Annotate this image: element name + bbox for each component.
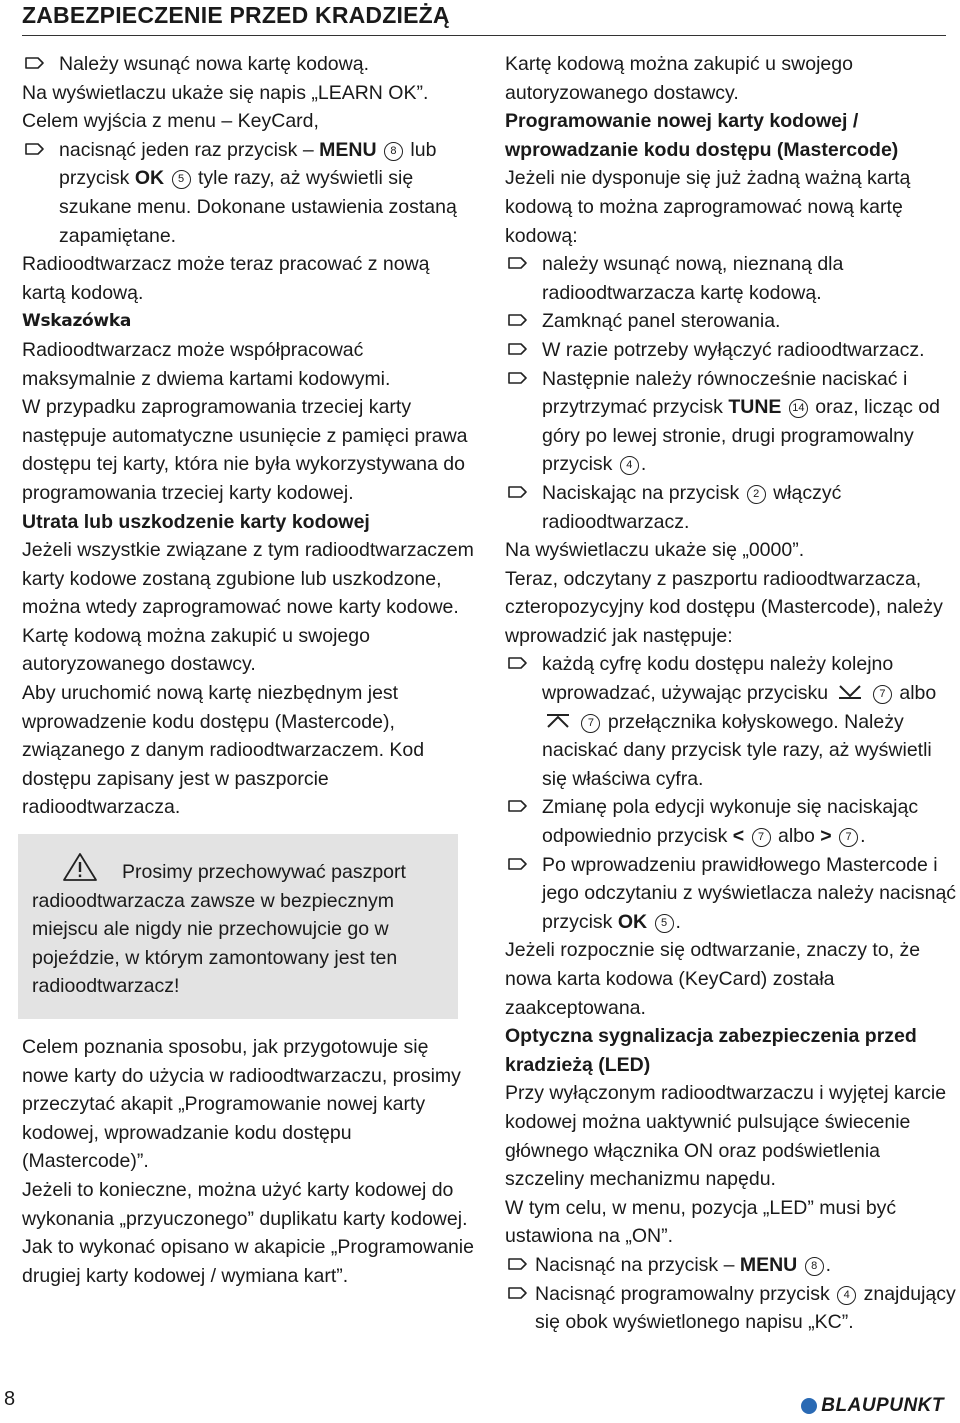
- bullet-item: Naciskając na przycisk 2 włączyć radioodtwarzacz.: [505, 479, 957, 536]
- bullet-item: każdą cyfrę kodu dostępu należy kolejno wprowadzać, używając przycisku 7 albo 7 przełącznika kołyskowego. Należy naciskać dany przycisk tyle razy, aż wyświetli się właściwa cyfra.: [505, 650, 957, 793]
- bullet-item: Nacisnąć programowalny przycisk 4 znajdujący się obok wyświetlonego napisu „KC”.: [505, 1280, 957, 1337]
- paragraph: Teraz, odczytany z paszportu radioodtwarzacza, czteropozycyjny kod dostępu (Mastercode), należy wprowadzić jak następuje:: [505, 567, 943, 647]
- bullet-item: nacisnąć jeden raz przycisk – MENU 8 lub przycisk OK 5 tyle razy, aż wyświetli się szukane menu. Dokonane ustawienia zostaną zapamiętane.: [22, 136, 477, 250]
- key-number-badge: 7: [839, 828, 858, 847]
- arrow-icon: [24, 139, 48, 159]
- key-number-badge: 7: [581, 714, 600, 733]
- paragraph: Kartę kodową można zakupić u swojego autoryzowanego dostawcy.: [505, 53, 853, 104]
- paragraph: Przy wyłączonym radioodtwarzaczu i wyjętej karcie kodowej można uaktywnić pulsujące świecenie głównego włącznika ON oraz podświetlenia szczeliny mechanizmu napędu.: [505, 1082, 947, 1191]
- key-number-badge: 4: [620, 456, 639, 475]
- key-number-badge: 8: [805, 1257, 824, 1276]
- menu-key-label: MENU: [319, 138, 377, 161]
- arrow-icon: [507, 796, 531, 816]
- key-number-badge: 7: [873, 685, 892, 704]
- paragraph: Jeżeli nie dysponuje się już żadną ważną kartą kodową to można zaprogramować nową kartę kodową:: [505, 167, 911, 247]
- rocker-down-icon: [836, 684, 864, 700]
- arrow-icon: [507, 1254, 531, 1274]
- bullet-item: należy wsunąć nową, nieznaną dla radioodtwarzacza kartę kodową.: [505, 250, 957, 307]
- key-number-badge: 5: [655, 914, 674, 933]
- bullet-item: Zamknąć panel sterowania.: [505, 307, 957, 336]
- paragraph: Jeżeli rozpocznie się odtwarzanie, znaczy to, że nowa karta kodowa (KeyCard) została zaakceptowana.: [505, 939, 921, 1019]
- key-number-badge: 2: [747, 485, 766, 504]
- arrow-icon: [507, 653, 531, 673]
- paragraph: Radioodtwarzacz może teraz pracować z nową kartą kodową.: [22, 253, 430, 304]
- key-number-badge: 14: [789, 399, 808, 418]
- arrow-icon: [507, 854, 531, 874]
- warning-icon: [62, 852, 98, 882]
- paragraph: W tym celu, w menu, pozycja „LED” musi być ustawiona na „ON”.: [505, 1196, 897, 1248]
- bullet-item: Należy wsunąć nowa kartę kodową.: [22, 50, 477, 79]
- paragraph: W przypadku zaprogramowania trzeciej karty następuje automatyczne usunięcie z pamięci prawa dostępu tej karty, która nie była wykorzystywana do programowania trzeciej karty kodowej.: [22, 396, 468, 504]
- key-number-badge: 8: [384, 142, 403, 161]
- section-heading: Wskazówka: [22, 311, 132, 332]
- page-number: 8: [4, 1388, 16, 1410]
- brand-logo: BLAUPUNKT: [801, 1395, 944, 1417]
- right-key-label: >: [820, 825, 832, 848]
- paragraph: Celem poznania sposobu, jak przygotowuje się nowe karty do użycia w radioodtwarzaczu, prosimy przeczytać akapit „Programowanie nowej karty kodowej, wprowadzanie kodu dostępu (Mastercode)”.: [22, 1036, 461, 1173]
- bullet-item: W razie potrzeby wyłączyć radioodtwarzacz.: [505, 336, 957, 365]
- tune-key-label: TUNE: [728, 396, 782, 419]
- ok-key-label: OK: [617, 910, 648, 933]
- arrow-icon: [507, 482, 531, 502]
- paragraph: Na wyświetlaczu ukaże się „0000”.: [505, 539, 805, 562]
- ok-key-label: OK: [134, 167, 165, 190]
- arrow-icon: [24, 53, 48, 73]
- paragraph: Celem wyjścia z menu – KeyCard,: [22, 110, 319, 133]
- title-rule: [22, 35, 946, 36]
- paragraph: Kartę kodową można zakupić u swojego autoryzowanego dostawcy.: [22, 624, 370, 676]
- paragraph: Na wyświetlaczu ukaże się napis „LEARN OK”.: [22, 81, 429, 104]
- brand-dot-icon: [801, 1398, 817, 1414]
- right-column: [505, 50, 957, 1337]
- paragraph: Aby uruchomić nową kartę niezbędnym jest wprowadzenie kodu dostępu (Mastercode), związanego z danym radioodtwarzaczem. Kod dostępu zapisany jest w paszporcie radioodtwarzacza.: [22, 682, 425, 819]
- section-heading: Utrata lub uszkodzenie karty kodowej: [22, 510, 370, 533]
- page-title: ZABEZPIECZENIE PRZED KRADZIEŻĄ: [22, 2, 450, 28]
- menu-key-label: MENU: [739, 1253, 798, 1276]
- bullet-item: Nacisnąć na przycisk – MENU 8 .: [505, 1251, 957, 1280]
- arrow-icon: [507, 1283, 531, 1303]
- paragraph: Jeżeli to konieczne, można użyć karty kodowej do wykonania „przyuczonego” duplikatu karty kodowej. Jak to wykonać opisano w akapicie „Programowanie drugiej karty kodowej / wymiana kart”.: [22, 1178, 474, 1287]
- section-heading: Optyczna sygnalizacja zabezpieczenia przed kradzieżą (LED): [505, 1025, 917, 1076]
- rocker-up-icon: [544, 713, 572, 729]
- paragraph: Jeżeli wszystkie związane z tym radioodtwarzaczem karty kodowe zostaną zgubione lub uszkodzone, można wtedy zaprogramować nowe karty kodowe.: [22, 539, 474, 619]
- key-number-badge: 5: [172, 170, 191, 189]
- arrow-icon: [507, 368, 531, 388]
- key-number-badge: 7: [752, 828, 771, 847]
- bullet-item: Następnie należy równocześnie naciskać i przytrzymać przycisk TUNE 14 oraz, licząc od góry po lewej stronie, drugi programowalny przycisk 4 .: [505, 365, 957, 479]
- arrow-icon: [507, 310, 531, 330]
- paragraph: Radioodtwarzacz może współpracować maksymalnie z dwiema kartami kodowymi.: [22, 338, 391, 390]
- bullet-item: Zmianę pola edycji wykonuje się naciskając odpowiednio przycisk < 7 albo > 7 .: [505, 793, 957, 850]
- arrow-icon: [507, 253, 531, 273]
- key-number-badge: 4: [837, 1286, 856, 1305]
- left-key-label: <: [732, 825, 745, 848]
- arrow-icon: [507, 339, 531, 359]
- left-column: [22, 50, 477, 1290]
- warning-box: Prosimy przechowywać paszport radioodtwarzacza zawsze w bezpiecznym miejscu ale nigdy nie przechowujcie go w pojeździe, w którym zamontowany jest ten radioodtwarzacz!: [18, 834, 458, 1019]
- section-heading: Programowanie nowej karty kodowej / wprowadzanie kodu dostępu (Mastercode): [505, 110, 899, 161]
- bullet-item: Po wprowadzeniu prawidłowego Mastercode i jego odczytaniu z wyświetlacza należy nacisnąć przycisk OK 5 .: [505, 851, 957, 937]
